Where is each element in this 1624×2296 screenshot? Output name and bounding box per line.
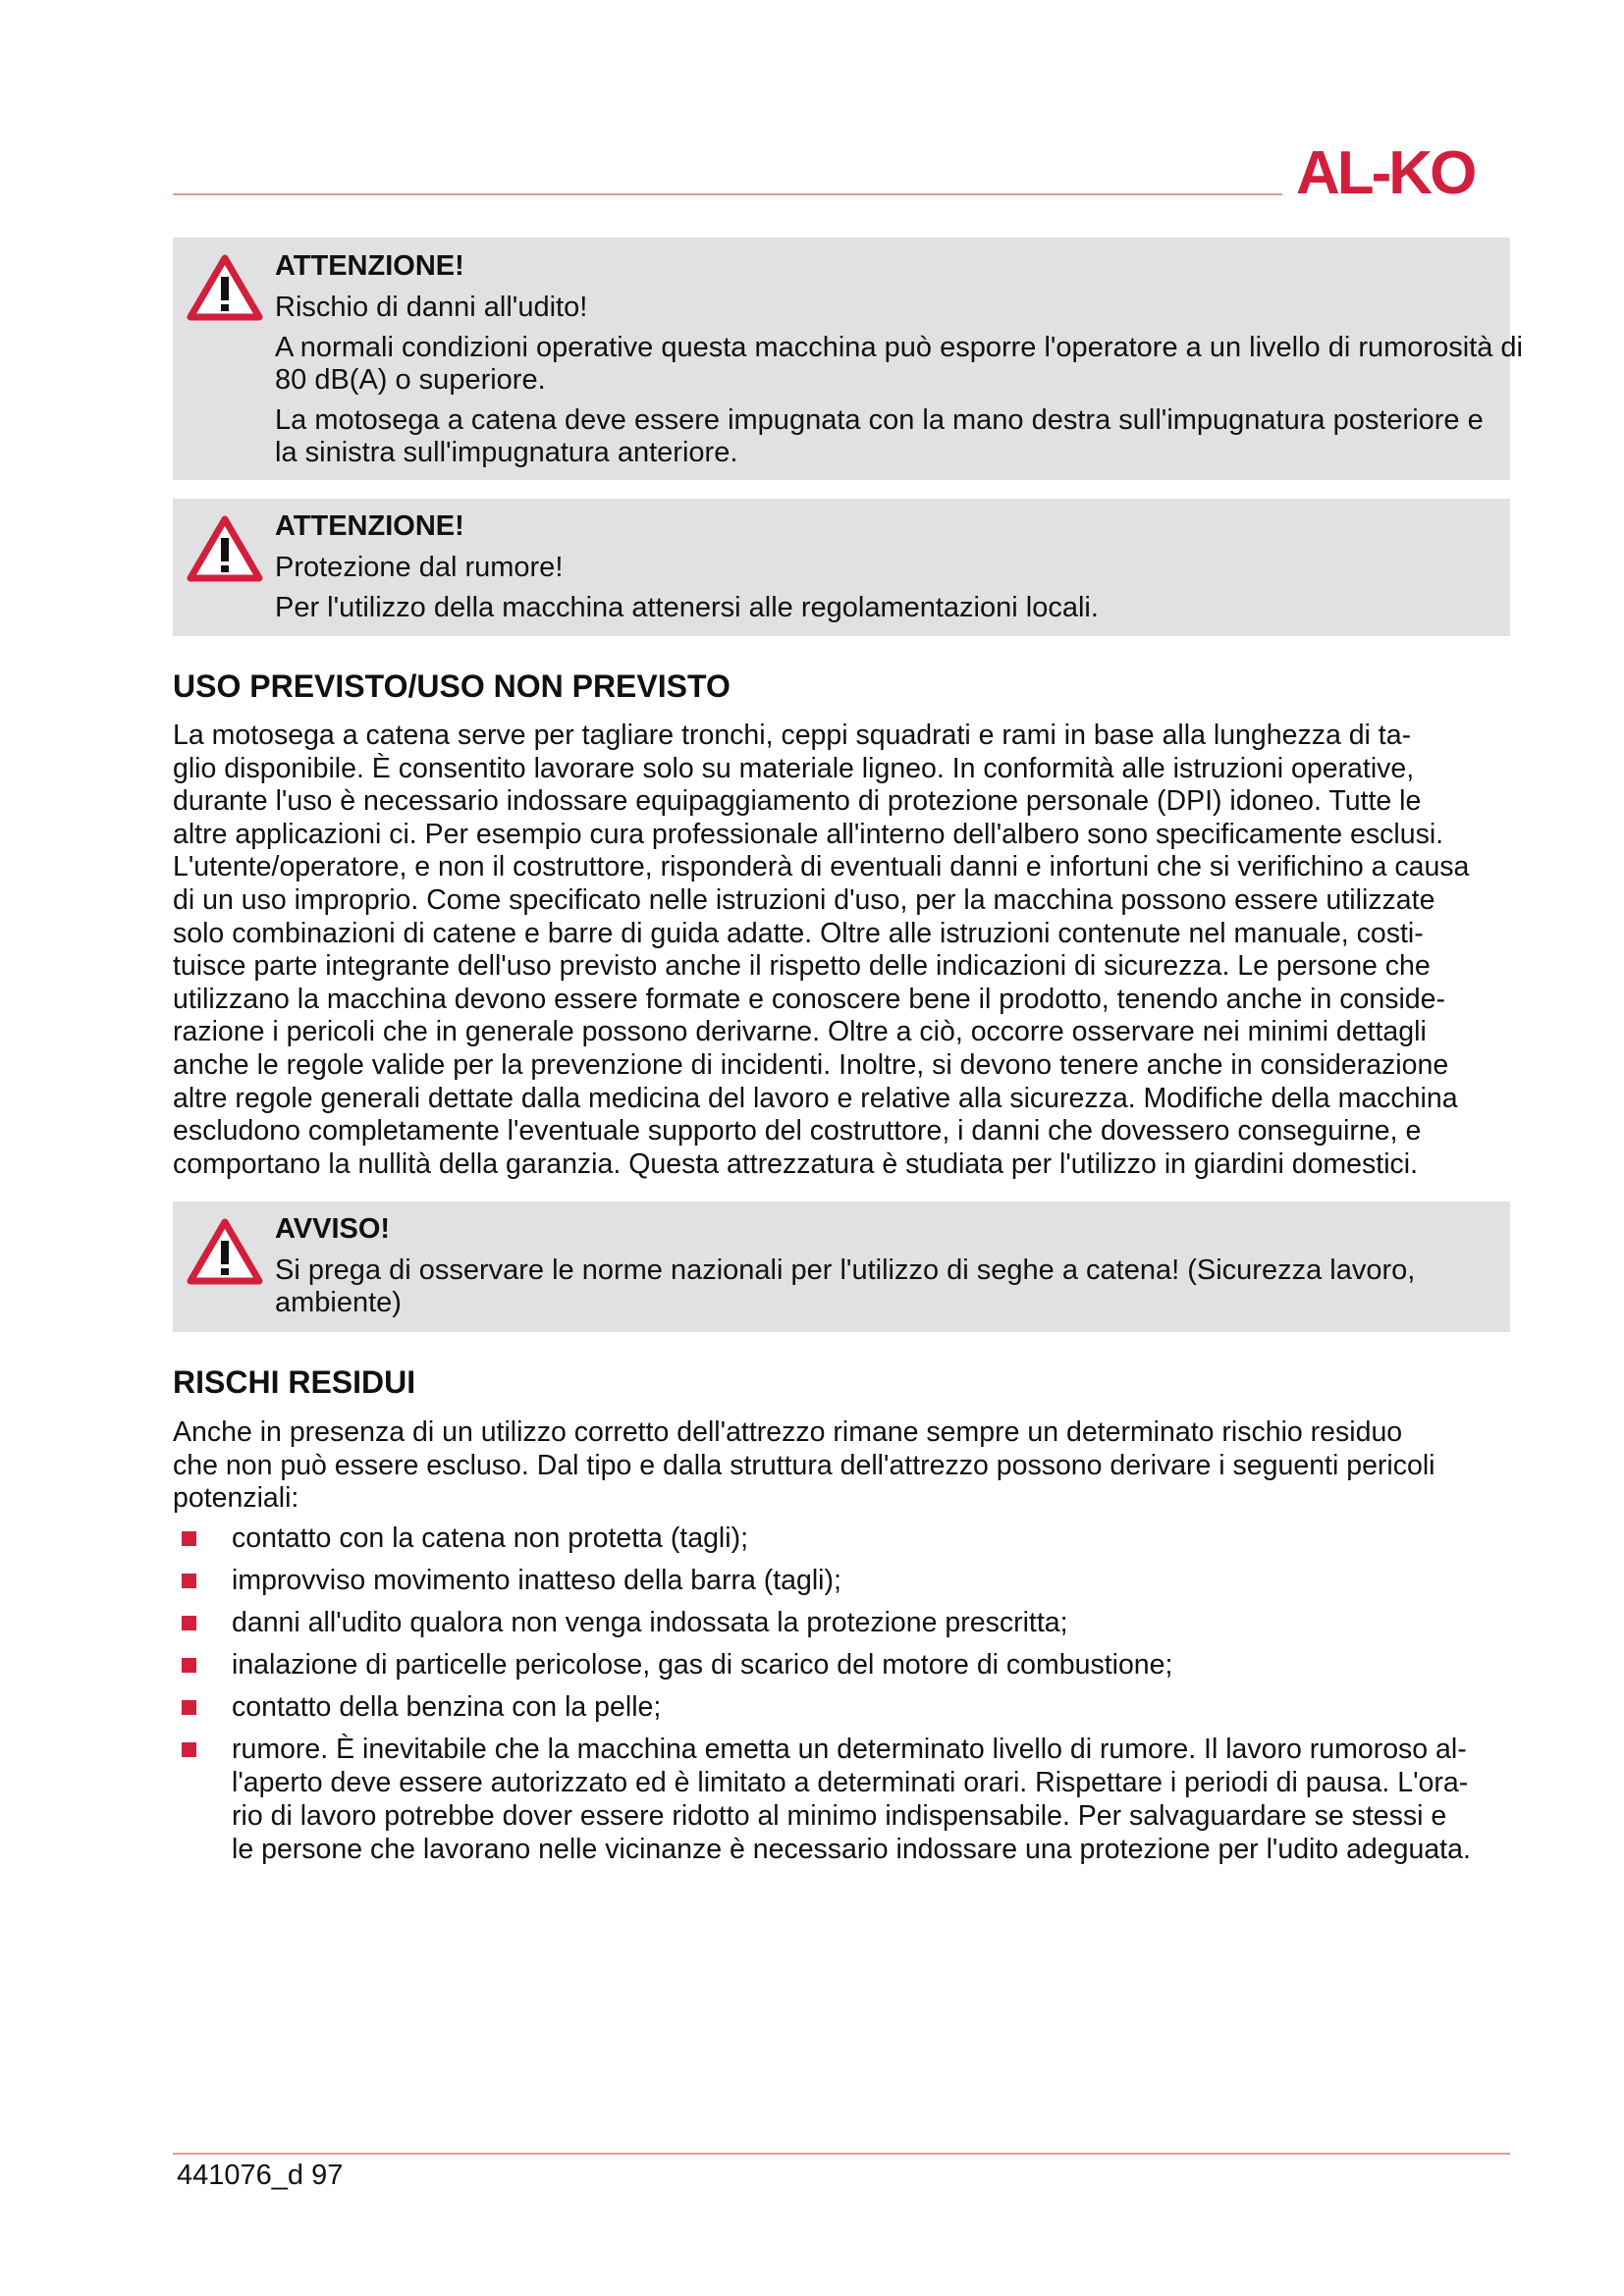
header-rule [173,193,1282,195]
list-item-text: rumore. È inevitabile che la macchina emetta un determinato livello di rumore. Il lavoro rumoroso al- [232,1734,1467,1765]
notice-line: Si prega di osservare le norme nazionali per l'utilizzo di seghe a catena! (Sicurezza lavoro, ambiente) [275,1255,1416,1318]
residual-risks-list [173,1522,1538,1875]
list-item-text: improvviso movimento inatteso della barra (tagli); [232,1565,841,1596]
list-item-text: le persone che lavorano nelle vicinanze è necessario indossare una protezione per l'udito adeguata. [232,1834,1471,1865]
paragraph-line: anche le regole valide per la prevenzione di incidenti. Inoltre, si devono tenere anche in considerazione [173,1048,1449,1081]
paragraph-line: La motosega a catena serve per tagliare tronchi, ceppi squadrati e rami in base alla lunghezza di ta- [173,720,1412,751]
advisory-notice [173,1201,1510,1332]
bullet-square-icon [182,1658,196,1673]
list-item-text: contatto con la catena non protetta (tagli); [232,1522,748,1554]
list-item-text: contatto della benzina con la pelle; [232,1691,662,1723]
section-title-rischi-residui: RISCHI RESIDUI [173,1364,416,1400]
paragraph-line: potenziali: [173,1482,299,1515]
paragraph-line: solo combinazioni di catene e barre di guida adatte. Oltre alle istruzioni contenute nel manuale, costi- [173,917,1424,949]
warning-triangle-icon [187,514,263,583]
notice-line: La motosega a catena deve essere impugnata con la mano destra sull'impugnatura posteriore e la sinistra sull'impugnatura anteriore. [275,404,1484,468]
paragraph-line: di un uso improprio. Come specificato nelle istruzioni d'uso, per la macchina possono essere utilizzate [173,883,1435,916]
notice-title: ATTENZIONE! [275,510,464,542]
list-item [173,1648,1538,1682]
warning-triangle-icon [187,1217,263,1286]
logo-text: AL-KO [1296,142,1475,201]
bullet-square-icon [182,1742,196,1757]
paragraph-line: L'utente/operatore, e non il costruttore, risponderà di eventuali danni e infortuni che si verifichino a causa [173,851,1470,883]
rischi-residui-intro [173,1416,1528,1516]
paragraph-line: altre regole generali dettate dalla medicina del lavoro e relative alla sicurezza. Modifiche della macchina [173,1082,1458,1114]
list-item [173,1606,1538,1639]
paragraph-line: tuisce parte integrante dell'uso previsto anche il rispetto delle indicazioni di sicurezza. Le persone che [173,950,1431,983]
notice-title: AVVISO! [275,1213,391,1245]
bullet-square-icon [182,1574,196,1588]
notice-title: ATTENZIONE! [275,250,464,282]
notice-line: Per l'utilizzo della macchina attenersi alle regolamentazioni locali. [275,592,1099,623]
list-item [173,1564,1538,1597]
notice-line: Protezione dal rumore! [275,552,564,583]
section-title-uso-previsto: USO PREVISTO/USO NON PREVISTO [173,668,731,704]
paragraph-line: razione i pericoli che in generale possono derivarne. Oltre a ciò, occorre osservare nei minimi dettagli [173,1016,1427,1048]
list-item-text: rio di lavoro potrebbe dover essere ridotto al minimo indispensabile. Per salvaguardare se stessi e [232,1800,1447,1832]
paragraph-line: glio disponibile. È consentito lavorare solo su materiale ligneo. In conformità alle istruzioni operative, [173,752,1415,784]
paragraph-line: altre applicazioni ci. Per esempio cura professionale all'interno dell'albero sono specificamente esclusi. [173,818,1444,850]
footer-rule [173,2153,1510,2155]
bullet-square-icon [182,1700,196,1715]
notice-line: Rischio di danni all'udito! [275,292,588,323]
paragraph-line: comportano la nullità della garanzia. Questa attrezzatura è studiata per l'utilizzo in giardini domestici. [173,1148,1419,1180]
list-item-text: l'aperto deve essere autorizzato ed è limitato a determinati orari. Rispettare i periodi di pausa. L'ora- [232,1767,1469,1798]
list-item [173,1690,1538,1724]
paragraph-line: che non può essere escluso. Dal tipo e dalla struttura dell'attrezzo possono derivare i seguenti pericoli [173,1449,1435,1481]
bullet-square-icon [182,1531,196,1546]
list-item-text: inalazione di particelle pericolose, gas di scarico del motore di combustione; [232,1649,1173,1681]
paragraph-line: escludono completamente l'eventuale supporto del costruttore, i danni che dovessero conseguirne, e [173,1115,1422,1148]
list-item [173,1522,1538,1555]
uso-previsto-paragraph [173,720,1528,1181]
list-item-text: danni all'udito qualora non venga indossata la protezione prescritta; [232,1607,1068,1638]
page-footer-doc-number: 441076_d 97 [177,2160,344,2191]
notice-line: A normali condizioni operative questa macchina può esporre l'operatore a un livello di rumorosità di 80 dB(A) o superiore. [275,332,1523,396]
warning-notice-noise-protection [173,499,1510,636]
paragraph-line: utilizzano la macchina devono essere formate e conoscere bene il prodotto, tenendo anche in conside- [173,983,1445,1015]
alko-logo [1296,142,1510,201]
list-item [173,1733,1538,1866]
warning-triangle-icon [187,253,263,322]
bullet-square-icon [182,1616,196,1630]
paragraph-line: Anche in presenza di un utilizzo corretto dell'attrezzo rimane sempre un determinato rischio residuo [173,1416,1403,1448]
warning-notice-noise [173,238,1523,480]
paragraph-line: durante l'uso è necessario indossare equipaggiamento di protezione personale (DPI) idoneo. Tutte le [173,785,1422,818]
